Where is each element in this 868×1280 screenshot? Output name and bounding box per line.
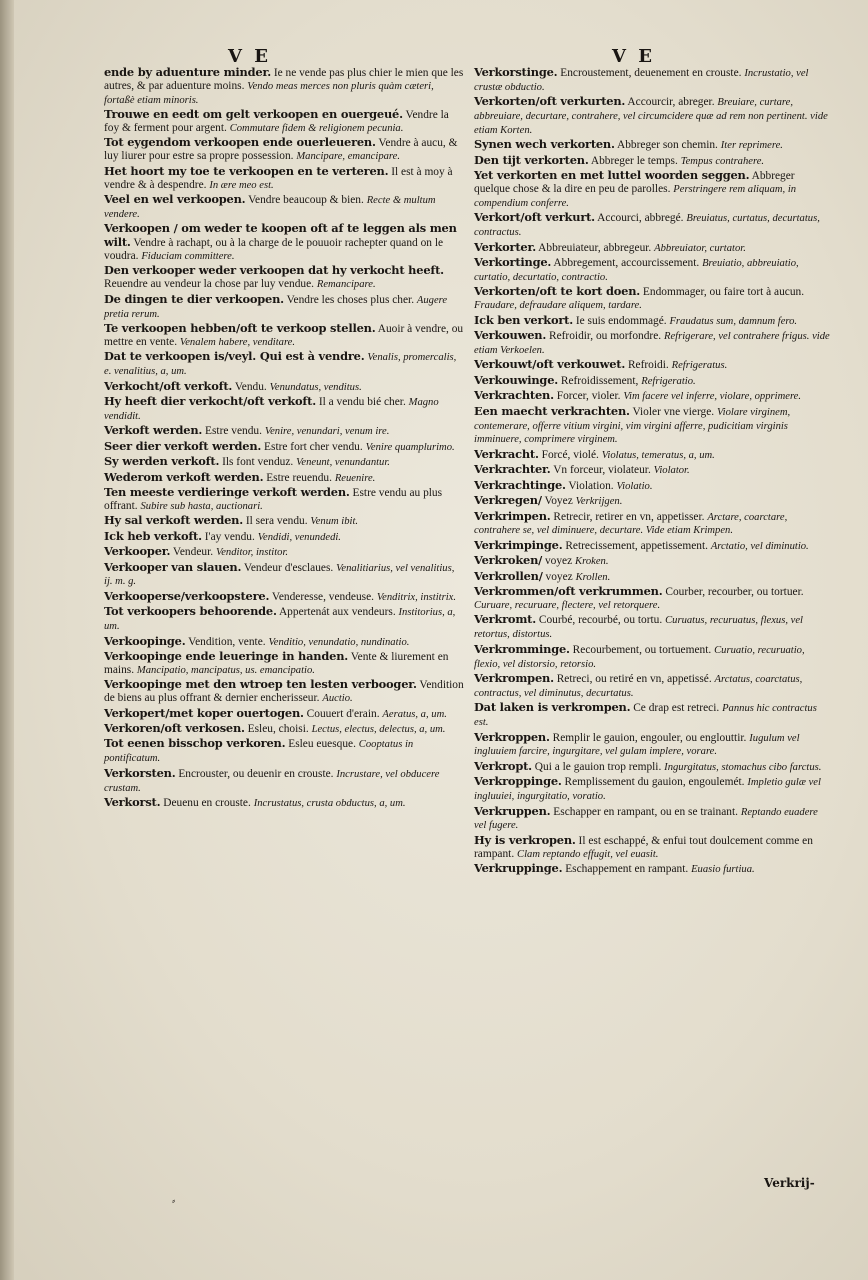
dictionary-entry [474,211,830,240]
french-gloss: Qui a le gauion trop rempli. [531,760,665,773]
french-gloss: Esleu euesque. [285,738,359,751]
french-gloss: Vendre la foy & ferment pour argent. [104,109,449,134]
dictionary-entry [104,440,464,455]
dictionary-entry [474,329,830,358]
dictionary-entry [474,256,830,285]
french-gloss: Reuendre au vendeur la chose par luy vendue. [104,278,317,291]
french-gloss: voyez [542,555,576,568]
french-gloss: Abbreuiateur, abbregeur. [535,241,655,254]
latin-gloss: Venditor, institor. [215,547,289,559]
latin-gloss: Impletio gulæ vel ingluuiei, ingurgitatio, voratio. [474,777,821,803]
headword: Verkrachter. [474,462,551,477]
headword: Verkoopinge met den wtroep ten lesten verbooger. [104,677,417,692]
headword: Verkorstinge. [474,65,558,79]
french-gloss: Vendeur. [170,546,216,559]
french-gloss: Couuert d'erain. [303,707,383,720]
latin-gloss: Recte & multum vendere. [104,194,436,220]
latin-gloss: Pannus hic contractus est. [474,703,817,729]
dictionary-entry [474,585,830,613]
french-gloss: Encroustement, deuenement en crouste. [557,67,745,79]
latin-gloss: Subire sub hasta, auctionari. [140,500,263,512]
headword: Den verkooper weder verkoopen dat hy verkocht heeft. [104,263,444,278]
latin-gloss: Fiduciam committere. [141,250,235,262]
french-gloss: Remplir le gauion, engouler, ou englouttir. [549,731,750,744]
french-gloss: Il sera vendu. [243,515,311,528]
latin-gloss: In ære meo est. [209,179,274,191]
latin-gloss: Iugulum vel ingluuiem farcire, ingurgitare, vel gulam implere, vorare. [474,732,800,758]
dictionary-entry [104,293,464,322]
dictionary-entry [474,862,830,877]
headword: Hy sal verkoft werden. [104,513,244,528]
latin-gloss: Venditrix, institrix. [376,591,457,603]
dictionary-entry [474,358,830,373]
latin-gloss: Incrustatio, vel crustæ obductio. [474,68,809,93]
headword: Verkort/oft verkurt. [474,210,595,225]
dictionary-entry [474,479,830,494]
latin-gloss: Mancipare, emancipare. [296,151,400,163]
headword: Verkroken/ [474,553,543,568]
headword: Verkoren/oft verkosen. [104,721,245,735]
latin-gloss: Arctatus, coarctatus, contractus, vel diminutus, decurtatus. [474,674,803,699]
headword: Verkouwt/oft verkouwet. [474,357,626,372]
dictionary-entry [104,650,464,678]
french-gloss: Il est à moy à vendre & à despendre. [104,165,453,191]
dictionary-entry [104,395,464,424]
headword: Sy werden verkoft. [104,454,220,469]
dictionary-entry [104,737,464,766]
dictionary-entry [104,561,464,590]
headword: Dat te verkoopen is/veyl. Qui est à vendre. [104,349,365,364]
latin-gloss: Curuatio, recuruatio, flexio, vel distorsio, retorsio. [474,644,805,670]
latin-gloss: Auctio. [322,693,353,705]
headword: De dingen te dier verkoopen. [104,291,284,306]
french-gloss: Vendre beaucoup & bien. [245,193,367,206]
headword: Verkruppinge. [474,861,563,876]
headword: Dat laken is verkrompen. [474,700,631,715]
french-gloss: Estre vendu au plus offrant. [104,486,443,512]
dictionary-entry [104,108,464,136]
latin-gloss: Curuatus, recuruatus, flexus, vel retortus, distortus. [474,615,803,641]
dictionary-entry [474,672,830,701]
french-gloss: Esleu, choisi. [244,723,312,735]
french-gloss: Eschappement en rampant. [562,863,692,876]
latin-gloss: Cooptatus in pontificatum. [104,739,414,765]
dictionary-entry [104,678,464,706]
dictionary-entry [474,613,830,642]
latin-gloss: Krollen. [575,571,611,583]
dictionary-entry [474,169,830,211]
headword: Verkorst. [104,795,161,809]
headword: Tot eenen bisschop verkoren. [104,736,286,751]
french-gloss: Violation. [565,479,617,492]
french-gloss: Vendeur d'esclaues. [241,561,337,574]
french-gloss: Il est eschappé, & enfui tout doulcement comme en rampant. [474,834,813,860]
headword: Verkouwinge. [474,372,559,387]
headword: Trouwe en eedt om gelt verkoopen en ouergeué. [104,107,403,122]
latin-gloss: Fraudatus sum, damnum fero. [669,315,798,327]
french-gloss: Ie ne vende pas plus chier le mien que les autres, & par aduenture moins. [104,67,464,92]
latin-gloss: Venum ibit. [310,516,359,528]
dictionary-entry [104,350,464,379]
french-gloss: Retreci, ou retiré en vn, appetissé. [553,673,715,686]
dictionary-entry [104,590,464,605]
headword: Een maecht verkrachten. [474,403,630,418]
dictionary-entry [474,241,830,256]
latin-gloss: Verkrijgen. [575,496,623,508]
french-gloss: Vendre à rachapt, ou à la charge de le pouuoir rachepter quand on le voudra. [104,237,444,262]
latin-gloss: Refrigerare, vel contrahere frigus. vide etiam Verkoelen. [474,331,830,356]
headword: Verkoopinge. [104,633,186,648]
latin-gloss: Kroken. [575,556,609,568]
headword: Verkooperse/verkoopstere. [104,588,270,603]
dictionary-entry [474,66,830,95]
dictionary-entry [474,554,830,569]
dictionary-entry [104,635,464,650]
dictionary-entry [104,545,464,560]
headword: Verkocht/oft verkoft. [104,378,233,393]
headword: Den tijt verkorten. [474,152,589,167]
headword: Het hoort my toe te verkoopen en te verteren. [104,163,389,178]
headword: Verkorsten. [104,765,176,780]
dictionary-entry [104,165,464,193]
french-gloss: Encrouster, ou deuenir en crouste. [175,767,337,780]
french-gloss: I'ay vendu. [201,530,258,543]
headword: Verkoopinge ende leueringe in handen. [104,649,349,663]
latin-gloss: Arctatio, vel diminutio. [710,540,809,552]
latin-gloss: Violator. [653,465,690,477]
latin-gloss: Venditio, venundatio, nundinatio. [268,636,410,648]
dictionary-entry [104,514,464,529]
dictionary-entry [104,722,464,737]
latin-gloss: Incrustare, vel obducere crustam. [104,768,440,794]
headword: Verkropt. [474,758,532,773]
dictionary-entry [474,539,830,554]
latin-gloss: Violatio. [616,480,653,492]
headword: Verkruppen. [474,803,551,818]
right-column [474,66,830,878]
dictionary-entry [474,374,830,389]
latin-gloss: Commutare fidem & religionem pecunia. [229,122,404,134]
running-header-right: V E [612,46,655,67]
latin-gloss: Venire, venundari, venum ire. [264,426,390,438]
french-gloss: Vente & liurement en mains. [104,651,449,676]
headword: Verkouwen. [474,328,547,343]
dictionary-entry [104,471,464,486]
latin-gloss: Fraudare, defraudare aliquem, tardare. [474,300,642,312]
latin-gloss: Venalitiarius, vel venalitius, ij. m. g. [104,562,455,588]
french-gloss: Recourbement, ou tortuement. [569,643,715,656]
headword: Verkorter. [474,239,536,254]
french-gloss: Vendition, vente. [185,635,269,648]
french-gloss: Ie suis endommagé. [572,314,670,327]
dictionary-entry [104,222,464,264]
book-gutter-edge [0,0,14,1280]
headword: Verkrollen/ [474,568,543,583]
dictionary-entry [474,463,830,478]
french-gloss: Courber, recourber, ou tortuer. [662,586,804,599]
latin-gloss: Arctare, coarctare, contrahere se, vel diminuere, decurtare. Vide etiam Krimpen. [474,511,788,537]
french-gloss: Auoir à vendre, ou mettre en vente. [104,322,464,348]
latin-gloss: Magno vendidit. [104,396,439,422]
dictionary-entry [474,285,830,313]
latin-gloss: Clam reptando effugit, vel euasit. [517,848,659,860]
dictionary-entry [104,767,464,796]
headword: Seer dier verkoft werden. [104,438,262,453]
french-gloss: Il a vendu bié cher. [315,395,409,408]
french-gloss: Forcer, violer. [553,390,624,403]
latin-gloss: Curuare, recuruare, flectere, vel retorquere. [474,600,661,612]
french-gloss: Refroidissement, [558,374,642,387]
french-gloss: Remplissement du gauion, engoulemét. [561,776,748,789]
french-gloss: Abbreger son chemin. [614,139,721,152]
french-gloss: Vendre à aucu, & luy liurer pour estre sa propre possession. [104,137,458,163]
latin-gloss: Lectus, electus, delectus, a, um. [311,724,446,735]
french-gloss: Endommager, ou faire tort à aucun. [640,286,805,299]
french-gloss: Vn forceur, violateur. [550,464,654,477]
french-gloss: Vendre les choses plus cher. [283,293,417,306]
french-gloss: Vendu. [232,380,270,393]
headword: Tot verkoopers behoorende. [104,604,277,619]
french-gloss: Estre reuendu. [263,471,335,484]
dictionary-entry [474,805,830,834]
dictionary-entry [104,264,464,292]
headword: Veel en wel verkoopen. [104,191,246,206]
french-gloss: Retrecir, retirer en vn, appetisser. [550,510,708,523]
latin-gloss: Vendidi, venundedi. [257,531,341,543]
dictionary-entry [104,530,464,545]
french-gloss: Courbé, recourbé, ou tortu. [536,614,666,627]
latin-gloss: Refrigeratio. [641,375,696,387]
latin-gloss: Mancipatio, mancipatus, us. emancipatio. [136,664,315,676]
dictionary-entry [474,701,830,730]
french-gloss: Vendition de biens au plus offrant & dernier encherisseur. [104,679,464,705]
french-gloss: Accourcir, abreger. [625,96,718,109]
headword: Verkorten/oft verkurten. [474,94,626,109]
catchword: Verkrij- [764,1176,815,1190]
dictionary-entry [104,424,464,439]
headword: Ten meeste verdieringe verkoft werden. [104,484,350,499]
latin-gloss: Tempus contrahere. [680,155,765,167]
headword: Verkrimpinge. [474,537,563,552]
latin-gloss: Augere pretia rerum. [104,294,448,320]
headword: ende by aduenture minder. [104,65,271,79]
latin-gloss: Breuiare, curtare, abbreuiare, decurtare, contrahere, vel circumcidere quæ ad rem non pertinent. vide etiam Korten. [474,97,828,136]
latin-gloss: Vendo meas merces non pluris quàm cæteri, fortaßè etiam minoris. [104,80,434,106]
latin-gloss: Ingurgitatus, stomachus cibo farctus. [664,761,822,773]
headword: Verkregen/ [474,493,542,508]
headword: Verkrompen. [474,671,554,686]
latin-gloss: Breuiatio, abbreuiatio, curtatio, decurtatio, contractio. [474,258,799,283]
latin-gloss: Perstringere rem aliquam, in compendium conferre. [474,184,797,209]
latin-gloss: Refrigeratus. [671,360,728,372]
french-gloss: Estre vendu. [202,425,265,438]
headword: Verkrimpen. [474,508,551,523]
latin-gloss: Remancipare. [316,279,376,291]
french-gloss: Abbreger le temps. [588,154,681,167]
latin-gloss: Venundatus, venditus. [269,381,362,393]
footer-mark: ⸗ [172,1196,176,1207]
dictionary-entry [474,138,830,153]
french-gloss: Eschapper en rampant, ou en se trainant. [550,805,741,818]
headword: Verkoft werden. [104,423,203,438]
french-gloss: Accourci, abbregé. [594,212,687,225]
dictionary-entry [104,796,464,811]
latin-gloss: Euasio furtiua. [691,864,755,876]
dictionary-entry [474,731,830,760]
headword: Ick ben verkort. [474,312,573,327]
dictionary-entry [474,448,830,463]
dictionary-entry [474,510,830,539]
headword: Hy heeft dier verkocht/oft verkoft. [104,393,316,408]
french-gloss: Violer vne vierge. [629,405,717,418]
latin-gloss: Vim facere vel inferre, violare, opprimere. [623,391,802,403]
latin-gloss: Violatus, temeratus, a, um. [601,449,715,461]
headword: Verkroppen. [474,729,550,744]
headword: Wederom verkoft werden. [104,469,264,484]
french-gloss: Refroidir, ou morfondre. [546,330,664,343]
dictionary-entry [474,570,830,585]
dictionary-entry [104,193,464,222]
dictionary-entry [474,95,830,138]
headword: Verkopert/met koper ouertogen. [104,705,304,720]
latin-gloss: Iter reprimere. [720,140,783,152]
dictionary-entry [474,494,830,509]
headword: Synen wech verkorten. [474,137,615,152]
left-column [104,66,464,811]
french-gloss: Appertenát aux vendeurs. [276,606,399,619]
dictionary-entry [474,389,830,404]
latin-gloss: Institorius, a, um. [104,607,456,633]
french-gloss: Refroidi. [625,359,672,372]
latin-gloss: Incrustatus, crusta obductus, a, um. [253,798,406,809]
latin-gloss: Abbreuiator, curtator. [654,242,746,254]
dictionary-entry [104,707,464,722]
french-gloss: Abbregement, accourcissement. [551,257,703,270]
french-gloss: Retrecissement, appetissement. [562,539,711,552]
dictionary-entry [104,380,464,395]
headword: Yet verkorten en met luttel woorden seggen. [474,168,750,183]
headword: Verkrommen/oft verkrummen. [474,584,663,599]
headword: Verkrachtinge. [474,477,566,492]
headword: Verkrachten. [474,388,554,403]
headword: Verkroppinge. [474,774,562,789]
dictionary-entry [474,775,830,804]
latin-gloss: Venalis, promercalis, e. venalitius, a, um. [104,352,457,378]
headword: Verkromt. [474,612,537,627]
headword: Verkorten/oft te kort doen. [474,284,641,299]
dictionary-entry [104,455,464,470]
dictionary-entry [104,322,464,350]
headword: Verkortinge. [474,255,552,270]
headword: Ick heb verkoft. [104,528,202,543]
running-header-left: V E [228,46,271,67]
headword: Hy is verkropen. [474,832,576,847]
dictionary-entry [104,66,464,108]
dictionary-entry [104,486,464,514]
latin-gloss: Venire quamplurimo. [365,441,455,453]
latin-gloss: Aeratus, a, um. [382,708,447,720]
french-gloss: Ils font venduz. [219,456,297,469]
french-gloss: Deuenu en crouste. [160,797,254,809]
french-gloss: Voyez [541,495,576,508]
dictionary-entry [104,136,464,164]
dictionary-entry [474,834,830,862]
dictionary-entry [474,643,830,672]
latin-gloss: Reuenire. [334,472,376,484]
french-gloss: voyez [542,570,576,583]
dictionary-entry [474,314,830,329]
headword: Verkromminge. [474,641,570,656]
dictionary-entry [474,154,830,169]
dictionary-entry [104,605,464,634]
dictionary-entry [474,405,830,448]
french-gloss: Estre fort cher vendu. [261,440,366,453]
latin-gloss: Violare virginem, contemerare, offerre vitium virgini, vim virgini afferre, pudicitiam virginis imminuere, comprimere virginem. [474,406,791,446]
french-gloss: Forcé, violé. [538,448,602,461]
headword: Te verkoopen hebben/oft te verkoop stellen. [104,320,376,335]
headword: Verkoopen / om weder te koopen oft af te leggen als men wilt. [104,221,457,250]
latin-gloss: Breuiatus, curtatus, decurtatus, contractus. [474,213,820,239]
latin-gloss: Veneunt, venundantur. [296,457,390,469]
french-gloss: Abbreger quelque chose & la dire en peu de parolles. [474,170,795,196]
french-gloss: Venderesse, vendeuse. [269,590,377,603]
latin-gloss: Venalem habere, venditare. [179,336,296,348]
headword: Tot eygendom verkoopen ende ouerleueren. [104,135,376,150]
headword: Verkooper. [104,544,171,559]
dictionary-entry [474,760,830,775]
french-gloss: Ce drap est retreci. [630,702,723,715]
latin-gloss: Reptando euadere vel fugere. [474,806,818,832]
headword: Verkooper van slauen. [104,559,242,574]
headword: Verkracht. [474,446,539,461]
